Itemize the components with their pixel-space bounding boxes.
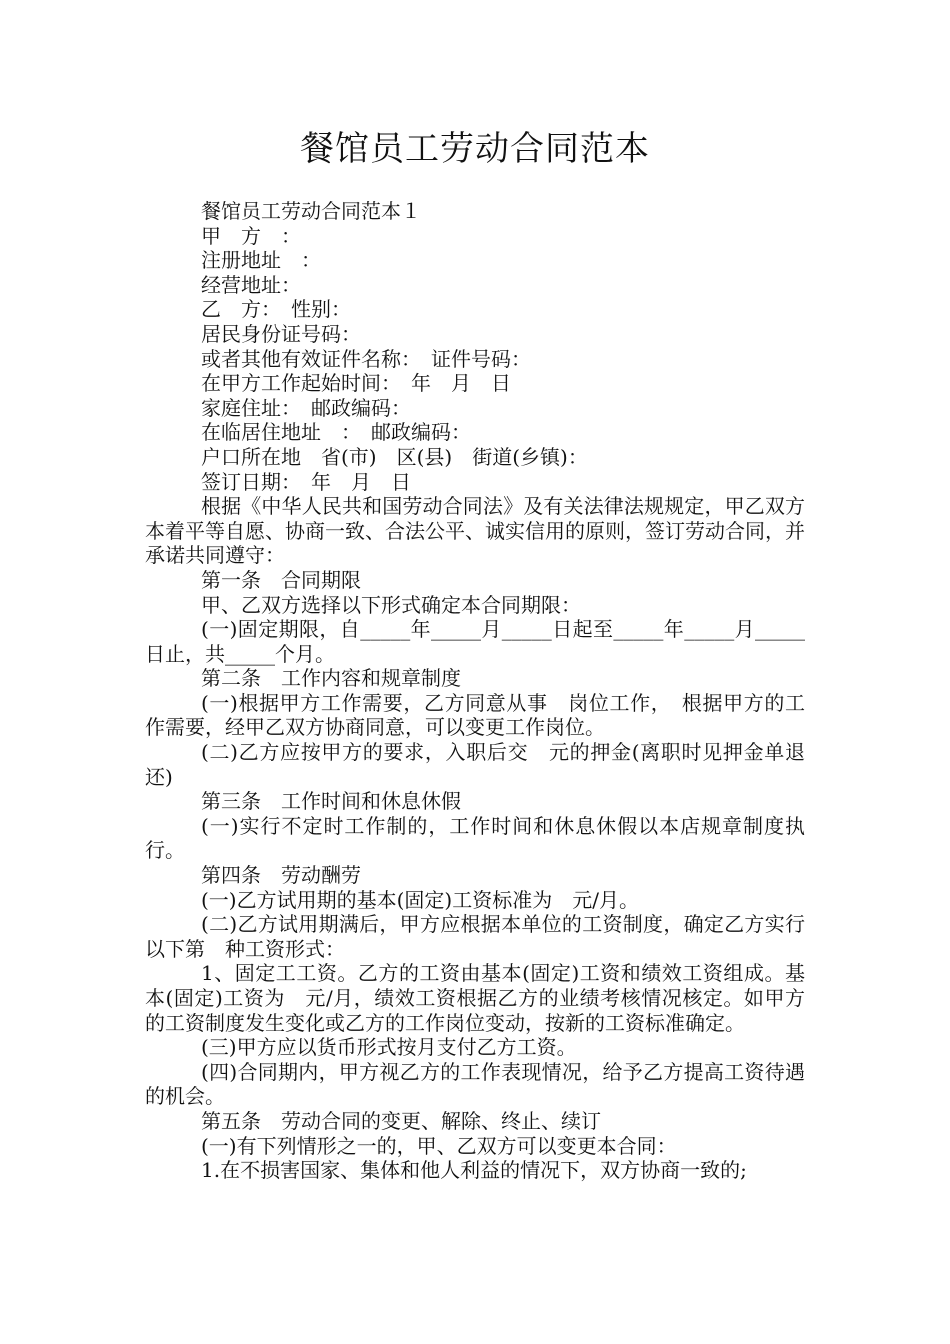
paragraph: 户口所在地 省(市) 区(县) 街道(乡镇)：	[201, 444, 588, 469]
paragraph: 在甲方工作起始时间： 年 月 日	[201, 371, 511, 396]
paragraph: 注册地址 ：	[201, 248, 321, 273]
paragraph: (二)乙方试用期满后，甲方应根据本单位的工资制度，确定乙方实行以下第 种工资形式：	[145, 912, 805, 961]
paragraph: (一)固定期限，自_____年_____月_____日起至_____年_____月_____日止，共_____个月。	[145, 617, 805, 666]
paragraph: 甲、乙双方选择以下形式确定本合同期限：	[201, 592, 581, 617]
paragraph: 或者其他有效证件名称： 证件号码：	[201, 346, 531, 371]
paragraph: 餐馆员工劳动合同范本１	[201, 199, 421, 223]
paragraph: 甲 方 ：	[201, 223, 301, 248]
paragraph: (二)乙方应按甲方的要求，入职后交 元的押金(离职时见押金单退还)	[145, 740, 805, 789]
paragraph: (一)实行不定时工作制的，工作时间和休息休假以本店规章制度执行。	[145, 813, 805, 863]
document-body	[145, 199, 805, 1183]
paragraph: 根据《中华人民共和国劳动合同法》及有关法律法规规定，甲乙双方本着平等自愿、协商一致、合法公平、诚实信用的原则，签订劳动合同，并承诺共同遵守：	[145, 494, 805, 568]
paragraph: 1.在不损害国家、集体和他人利益的情况下，双方协商一致的;	[201, 1158, 747, 1183]
paragraph: 第四条 劳动酬劳	[201, 863, 361, 888]
paragraph: 1、固定工工资。乙方的工资由基本(固定)工资和绩效工资组成。基本(固定)工资为 元/月，绩效工资根据乙方的业绩考核情况核定。如甲方的工资制度发生变化或乙方的工作岗位变动，按新的工资标准确定。	[145, 961, 805, 1035]
paragraph: 第二条 工作内容和规章制度	[201, 666, 461, 691]
paragraph: 第五条 劳动合同的变更、解除、终止、续订	[201, 1108, 601, 1133]
paragraph: (一)有下列情形之一的，甲、乙双方可以变更本合同：	[201, 1133, 677, 1158]
paragraph: (一)根据甲方工作需要，乙方同意从事 岗位工作， 根据甲方的工作需要，经甲乙双方协商同意，可以变更工作岗位。	[145, 690, 805, 740]
paragraph: 在临居住地址 ： 邮政编码：	[201, 420, 471, 445]
paragraph: 家庭住址： 邮政编码：	[201, 395, 411, 420]
paragraph: (一)乙方试用期的基本(固定)工资标准为 元/月。	[201, 887, 639, 912]
paragraph: (四)合同期内，甲方视乙方的工作表现情况，给予乙方提高工资待遇的机会。	[145, 1059, 805, 1109]
paragraph: 居民身份证号码：	[201, 321, 361, 346]
paragraph: 签订日期： 年 月 日	[201, 469, 411, 494]
paragraph: 第一条 合同期限	[201, 567, 361, 592]
paragraph: 第三条 工作时间和休息休假	[201, 789, 461, 814]
paragraph: (三)甲方应以货币形式按月支付乙方工资。	[201, 1035, 577, 1060]
paragraph: 经营地址：	[201, 272, 301, 297]
paragraph: 乙 方： 性别：	[201, 297, 351, 322]
document-title: 餐馆员工劳动合同范本	[300, 129, 650, 169]
